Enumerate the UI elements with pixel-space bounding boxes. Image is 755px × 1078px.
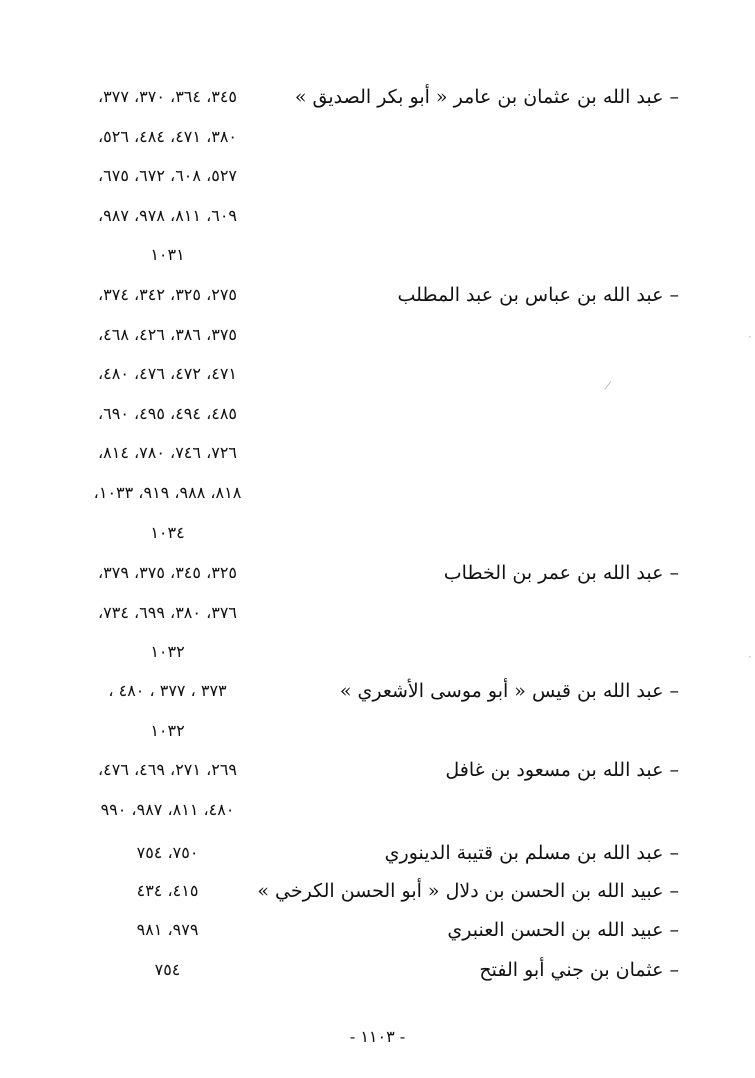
page-ref-line: ١٠٣٤ — [150, 522, 185, 542]
entry-page-refs — [60, 82, 275, 280]
page-ref-line: ١٠٣٢ — [150, 642, 185, 662]
page-ref-line: ٨١٨، ٩٨٨، ٩١٩، ١٠٣٣، — [93, 482, 242, 502]
page-ref-line: ٢٧٥، ٣٢٥، ٣٤٢، ٣٧٤، — [97, 285, 238, 304]
entry-page-refs — [60, 676, 275, 755]
page-ref-line: ٥٢٧، ٦٠٨، ٦٧٢، ٦٧٥، — [97, 166, 238, 186]
page-ref-line: ٧٢٦، ٧٤٦، ٧٨٠، ٨١٤، — [97, 443, 238, 463]
entry-page-refs — [60, 838, 275, 876]
page-ref-line: ١٠٣١ — [150, 245, 185, 265]
scan-speck: · — [748, 650, 752, 664]
page-ref-line: ٧٥٠، ٧٥٤ — [136, 843, 199, 862]
entry-name: – عبيد الله بن الحسن العنبري — [447, 919, 679, 941]
page-ref-line: ٦٠٩، ٨١١، ٩٧٨، ٩٨٧، — [97, 205, 238, 225]
entry-page-refs — [60, 955, 275, 993]
page-ref-line: ٢٦٩، ٢٧١، ٤٦٩، ٤٧٦، — [97, 760, 238, 779]
page-ref-line: ٣٧٣ ، ٣٧٧ ، ٤٨٠ ، — [108, 681, 227, 700]
page-ref-line: ٧٥٤ — [154, 960, 181, 979]
entry-name: – عبد الله بن مسلم بن قتيبة الدينوري — [384, 842, 679, 864]
page-ref-line: ١٠٣٢ — [150, 720, 185, 740]
page-ref-line: ٩٧٩، ٩٨١ — [136, 920, 199, 939]
page-ref-line: ٣٧٥، ٣٨٦، ٤٢٦، ٤٦٨، — [97, 324, 238, 344]
page-ref-line: ٣٧٦، ٣٨٠، ٦٩٩، ٧٣٤، — [97, 602, 238, 622]
page-ref-line: ٤٨٠، ٨١١، ٩٨٧، ٩٩٠ — [100, 799, 235, 819]
entry-page-refs — [60, 755, 275, 834]
entry-name: – عبد الله بن قيس « أبو موسى الأشعري » — [339, 680, 679, 702]
page-ref-line: ٣٢٥، ٣٤٥، ٣٧٥، ٣٧٩، — [97, 563, 238, 582]
page-ref-line: ٣٤٥، ٣٦٤، ٣٧٠، ٣٧٧، — [97, 87, 238, 106]
entry-name: – عبد الله بن عباس بن عبد المطلب — [397, 284, 679, 306]
entry-page-refs — [60, 558, 275, 677]
entry-page-refs — [60, 280, 275, 557]
entry-name: – عثمان بن جني أبو الفتح — [479, 959, 679, 981]
entry-name: – عبد الله بن عثمان بن عامر « أبو بكر الصديق » — [294, 86, 679, 108]
entry-page-refs — [60, 915, 275, 953]
scan-speck: / — [603, 377, 613, 393]
page-ref-line: ٤١٥، ٤٣٤ — [136, 881, 199, 900]
entry-name: – عبيد الله بن الحسن بن دلال « أبو الحسن الكرخي » — [257, 880, 679, 902]
page-ref-line: ٣٨٠، ٤٧١، ٤٨٤، ٥٢٦، — [97, 126, 238, 146]
page-number: - ١١٠٣ - — [349, 1027, 406, 1046]
page-ref-line: ٤٨٥، ٤٩٤، ٤٩٥، ٦٩٠، — [97, 403, 238, 423]
entry-name: – عبد الله بن عمر بن الخطاب — [443, 562, 679, 584]
page-ref-line: ٤٧١، ٤٧٢، ٤٧٦، ٤٨٠، — [97, 364, 238, 384]
scan-speck: · — [748, 330, 752, 344]
entry-name: – عبد الله بن مسعود بن غافل — [445, 759, 679, 781]
entry-page-refs — [60, 876, 275, 914]
